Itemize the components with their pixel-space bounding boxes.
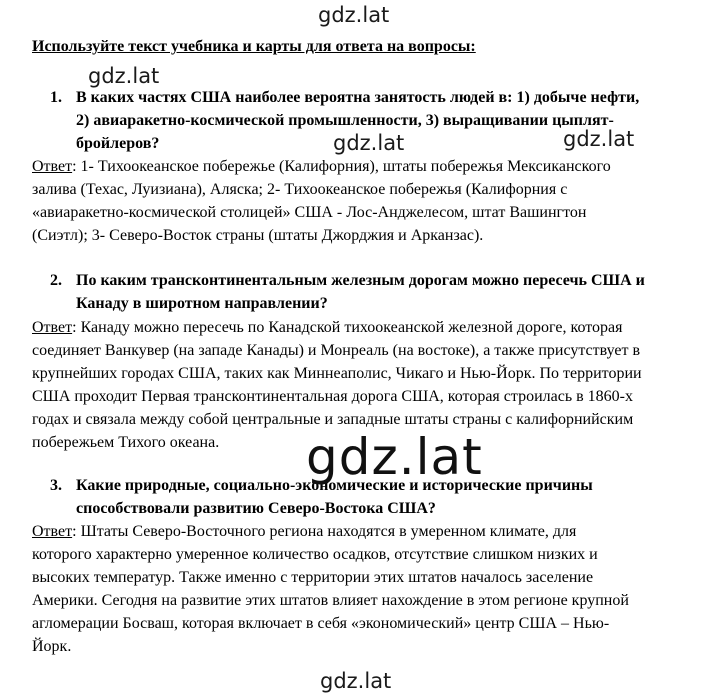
answer-colon: : bbox=[72, 319, 77, 336]
question-number: 3. bbox=[50, 477, 62, 494]
question-line: 2) авиаракетно-космической промышленности, 3) выращивании цыплят- bbox=[76, 112, 614, 129]
watermark-top: gdz.lat bbox=[318, 3, 390, 27]
question-number: 2. bbox=[50, 272, 62, 289]
question-line: бройлеров? bbox=[76, 135, 160, 152]
answer-line: Йорк. bbox=[32, 638, 72, 655]
answer-label: Ответ bbox=[32, 319, 73, 336]
answer-line: которого характерно умеренное количество осадков, отсутствие слишком низких и bbox=[32, 546, 598, 563]
answer-colon: : bbox=[72, 523, 77, 540]
answer-line: крупнейших городах США, таких как Миннеаполис, Чикаго и Нью-Йорк. По территории bbox=[32, 365, 642, 382]
question-line: В каких частях США наиболее вероятна занятость людей в: 1) добыче нефти, bbox=[76, 89, 640, 106]
question-line: По каким трансконтинентальным железным дорогам можно пересечь США и bbox=[76, 272, 645, 289]
answer-line bbox=[32, 155, 702, 178]
answer-label: Ответ bbox=[32, 158, 73, 175]
answer-line: побережьем Тихого океана. bbox=[32, 434, 220, 451]
question-number: 1. bbox=[50, 89, 62, 106]
answer-line: США проходит Первая трансконтинентальная дорога США, которая строилась в 1860-х bbox=[32, 388, 633, 405]
answer-label: Ответ bbox=[32, 523, 73, 540]
watermark-bottom: gdz.lat bbox=[320, 669, 392, 693]
answer-line: годах и связала между собой центральные и западные штаты страны с калифорнийским bbox=[32, 411, 634, 428]
answer-line: залива (Техас, Луизиана), Аляска; 2- Тихоокеанское побережья (Калифорния с bbox=[32, 181, 568, 198]
watermark-left: gdz.lat bbox=[88, 64, 160, 88]
answer-text: Штаты Северо-Восточного региона находятся в умеренном климате, для bbox=[76, 523, 577, 540]
answer-line: соединяет Ванкувер (на западе Канады) и Монреаль (на востоке), а также присутствует в bbox=[32, 342, 641, 359]
watermark-large: gdz.lat bbox=[306, 428, 483, 486]
question-line: Какие природные, социально-экономические и исторические причины bbox=[76, 477, 593, 494]
answer-line: высоких температур. Также именно с территории этих штатов началось заселение bbox=[32, 569, 594, 586]
answer-line bbox=[32, 520, 702, 543]
instruction-heading: Используйте текст учебника и карты для ответа на вопросы: bbox=[32, 38, 476, 55]
answer-text: : 1- Тихоокеанское побережье (Калифорния), штаты побережья Мексиканского bbox=[72, 158, 611, 175]
answer-line bbox=[32, 316, 702, 339]
watermark-right: gdz.lat bbox=[563, 127, 635, 151]
answer-line: (Сиэтл); 3- Северо-Восток страны (штаты Джорджия и Арканзас). bbox=[32, 227, 484, 244]
question-line: способствовали развитию Северо-Востока США? bbox=[76, 500, 436, 517]
answer-line: «авиаракетно-космической столицей» США - Лос-Анджелесом, штат Вашингтон bbox=[32, 204, 587, 221]
answer-text: Канаду можно пересечь по Канадской тихоокеанской железной дороге, которая bbox=[76, 319, 623, 336]
question-text bbox=[76, 269, 700, 315]
question-2 bbox=[50, 269, 700, 315]
answer-line: агломерации Босваш, которая включает в себя «экономический» центр США – Нью- bbox=[32, 615, 610, 632]
answer-1 bbox=[32, 155, 702, 247]
answer-3 bbox=[32, 520, 702, 658]
question-line: Канаду в широтном направлении? bbox=[76, 295, 328, 312]
answer-line: Америки. Сегодня на развитие этих штатов влияет нахождение в этом регионе крупной bbox=[32, 592, 629, 609]
watermark-middle: gdz.lat bbox=[333, 131, 405, 155]
